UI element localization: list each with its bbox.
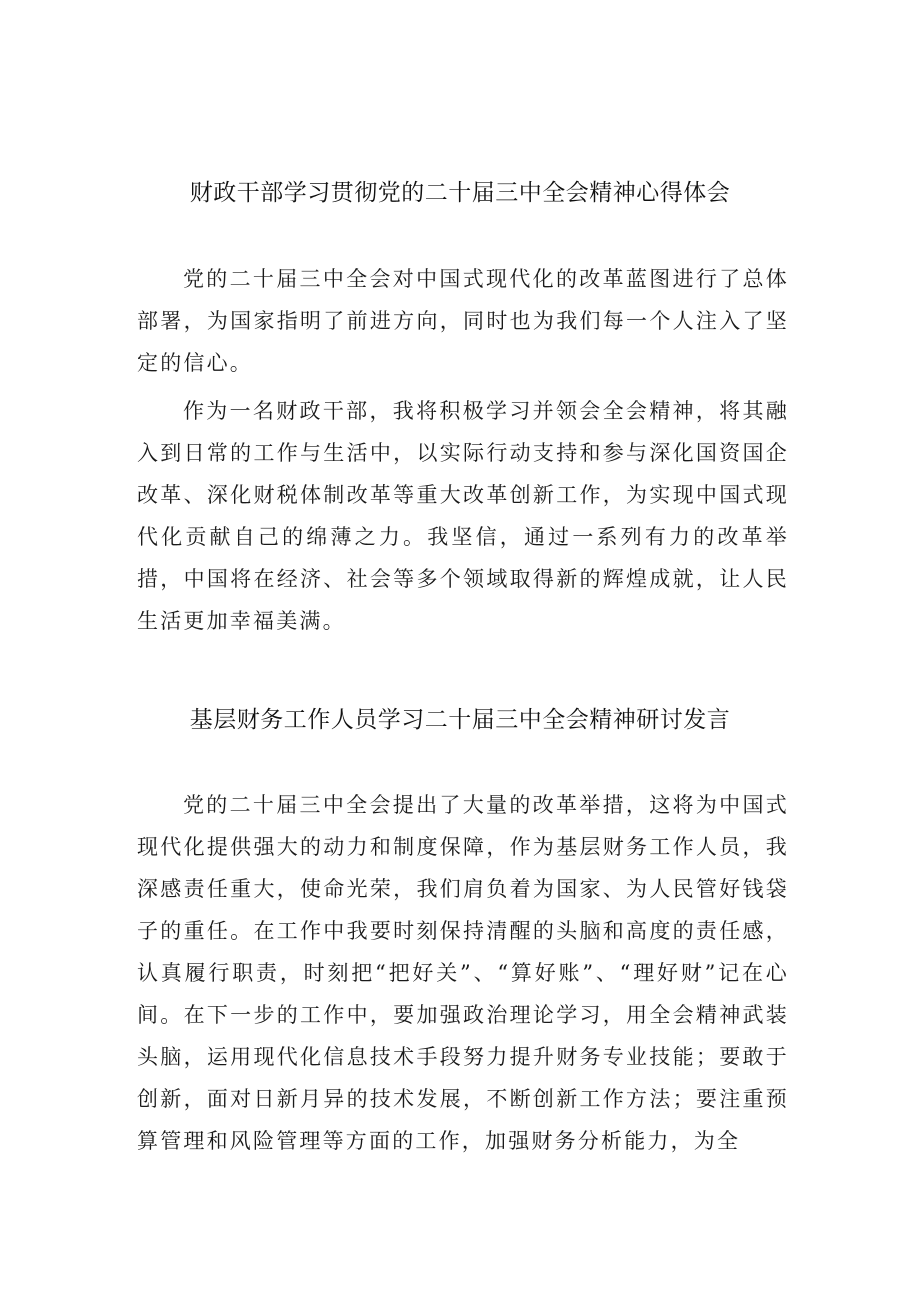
section-1-paragraph-1: 党的二十届三中全会对中国式现代化的改革蓝图进行了总体部署，为国家指明了前进方向，同时也为我们每一个人注入了坚定的信心。 <box>137 267 789 375</box>
section-2-title: 基层财务工作人员学习二十届三中全会精神研讨发言 <box>189 707 731 733</box>
section-2-paragraph-1: 党的二十届三中全会提出了大量的改革举措，这将为中国式现代化提供强大的动力和制度保障，作为基层财务工作人员，我深感责任重大，使命光荣，我们肩负着为国家、为人民管好钱袋子的重任。在工作中我要时刻保持清醒的头脑和高度的责任感，认真履行职责，时刻把“把好关”、“算好账”、“理好财”记在心间。在下一步的工作中，要加强政治理论学习，用全会精神武装头脑，运用现代化信息技术手段努力提升财务专业技能；要敢于创新，面对日新月异的技术发展，不断创新工作方法；要注重预算管理和风险管理等方面的工作，加强财务分析能力，为全 <box>137 793 789 1153</box>
section-1-paragraph-2: 作为一名财政干部，我将积极学习并领会全会精神，将其融入到日常的工作与生活中，以实际行动支持和参与深化国资国企改革、深化财税体制改革等重大改革创新工作，为实现中国式现代化贡献自己的绵薄之力。我坚信，通过一系列有力的改革举措，中国将在经济、社会等多个领域取得新的辉煌成就，让人民生活更加幸福美满。 <box>137 399 789 633</box>
section-1-title: 财政干部学习贯彻党的二十届三中全会精神心得体会 <box>189 180 731 206</box>
